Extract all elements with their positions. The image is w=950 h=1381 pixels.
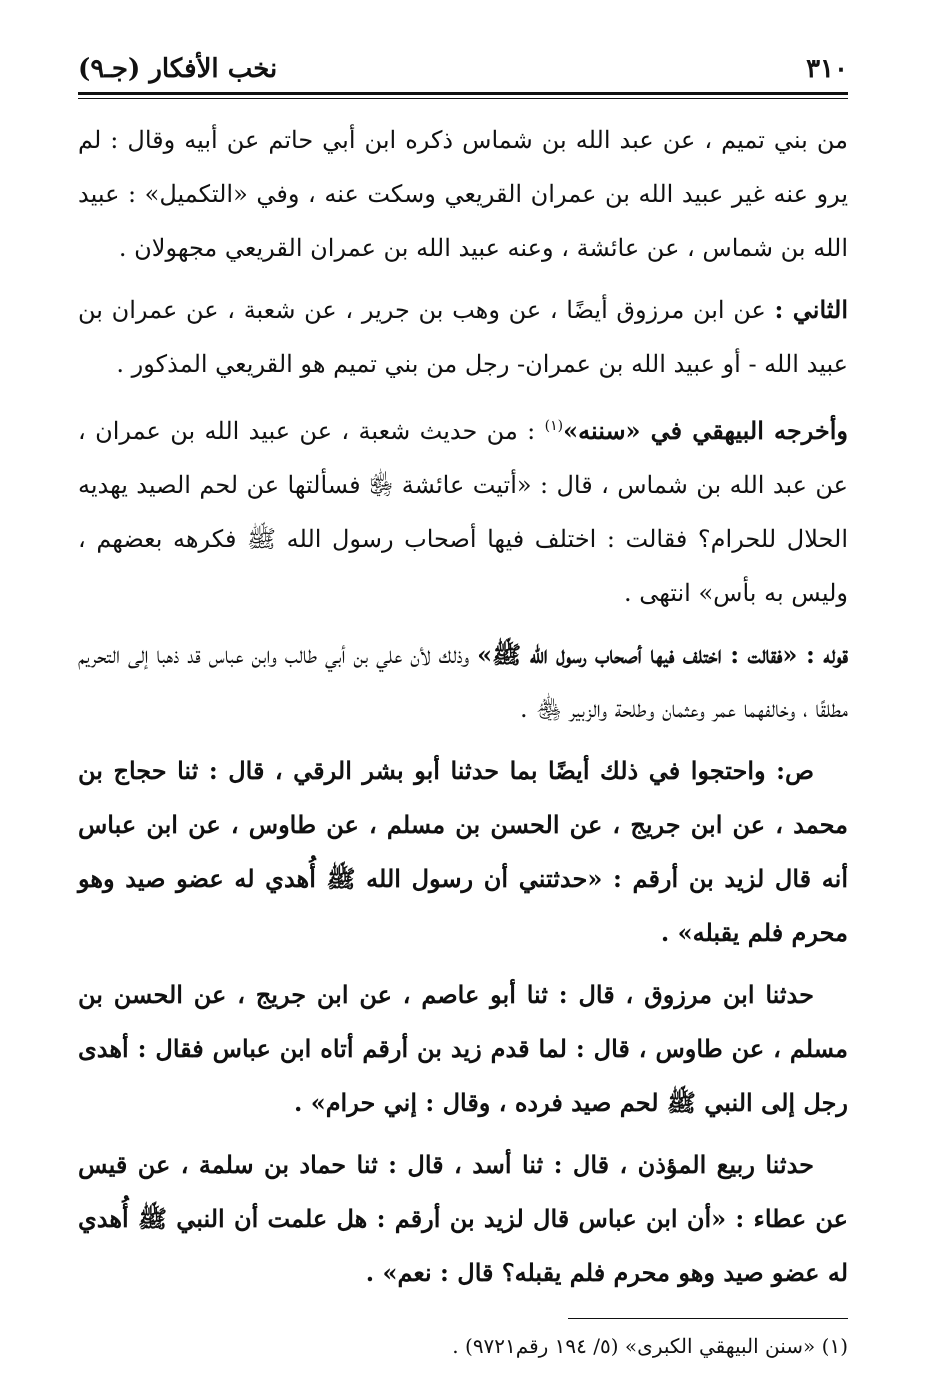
paragraph-lead: الثاني : (774, 295, 849, 324)
paragraph-text: حدثنا ربيع المؤذن ، قال : ثنا أسد ، قال : ثنا حماد بن سلمة ، عن قيس عن عطاء : «أن ابن عباس قال لزيد بن أرقم : هل علمت أن النبي ﷺ أُهدي له عضو صيد وهو محرم فلم يقبله؟ قال : نعم» . (78, 1150, 848, 1287)
paragraph-continuation (78, 113, 848, 275)
page-number: ٣١٠ (806, 54, 848, 84)
page-header (78, 54, 848, 92)
paragraph-lead: وأخرجه البيهقي في «سننه» (563, 416, 849, 445)
paragraph-hadith-3 (78, 1138, 848, 1300)
footnote-text: (١) «سنن البيهقي الكبرى» (٥/ ١٩٤ رقم٩٧٢١) . (452, 1334, 848, 1358)
paragraph-commentary (78, 628, 848, 736)
paragraph-hadith-2 (78, 968, 848, 1130)
footnote-marker[interactable]: (١) (544, 418, 564, 434)
page-body (78, 113, 848, 1300)
paragraph-second-chain (78, 283, 848, 391)
book-page (78, 54, 848, 1363)
footnote-rule (568, 1318, 848, 1319)
paragraph-text: حدثنا ابن مرزوق ، قال : ثنا أبو عاصم ، عن ابن جريج ، عن الحسن بن مسلم ، عن طاوس ، قال : لما قدم زيد بن أرقم أتاه ابن عباس فقال : أهدى رجل إلى النبي ﷺ لحم صيد فرده ، وقال : إني حرام» . (78, 980, 848, 1117)
paragraph-text: وذلك لأن علي بن أبي طالب وابن عباس قد ذهبا إلى التحريم مطلقًا ، وخالفهما عمر وعثمان وطلحة والزبير ﵃ . (78, 641, 848, 723)
paragraph-text: : من حديث شعبة ، عن عبيد الله بن عمران ، عن عبد الله بن شماس ، قال : «أتيت عائشة ﵂ فسألتها عن لحم الصيد يهديه الحلال للحرام؟ فقالت : اختلف فيها أصحاب رسول الله ﷺ فكرهه بعضهم ، وليس به بأس» انتهى . (78, 417, 848, 607)
paragraph-lead: قوله : «فقالت : اختلف فيها أصحاب رسول الله ﷺ» (477, 640, 848, 669)
footnote (78, 1329, 848, 1363)
paragraph-text: ص: واحتجوا في ذلك أيضًا بما حدثنا أبو بشر الرقي ، قال : ثنا حجاج بن محمد ، عن ابن جريج ، عن الحسن بن مسلم ، عن طاوس ، عن ابن عباس أنه قال لزيد بن أرقم : «حدثتني أن رسول الله ﷺ أُهدي له عضو صيد وهو محرم فلم يقبله» . (78, 756, 849, 947)
header-rule-thin (78, 98, 848, 99)
paragraph-text: عن ابن مرزوق أيضًا ، عن وهب بن جرير ، عن شعبة ، عن عمران بن عبيد الله - أو عبيد الله بن عمران- رجل من بني تميم هو القريعي المذكور . (78, 296, 848, 378)
paragraph-bayhaqi (78, 399, 848, 620)
paragraph-hadith-1 (78, 744, 848, 960)
book-title: نخب الأفكار (جـ٩) (78, 54, 278, 84)
header-rule (78, 92, 848, 95)
paragraph-text: من بني تميم ، عن عبد الله بن شماس ذكره ابن أبي حاتم عن أبيه وقال : لم يرو عنه غير عبيد الله بن عمران القريعي وسكت عنه ، وفي «التكميل» : عبيد الله بن شماس ، عن عائشة ، وعنه عبيد الله بن عمران القريعي مجهولان . (78, 126, 848, 262)
